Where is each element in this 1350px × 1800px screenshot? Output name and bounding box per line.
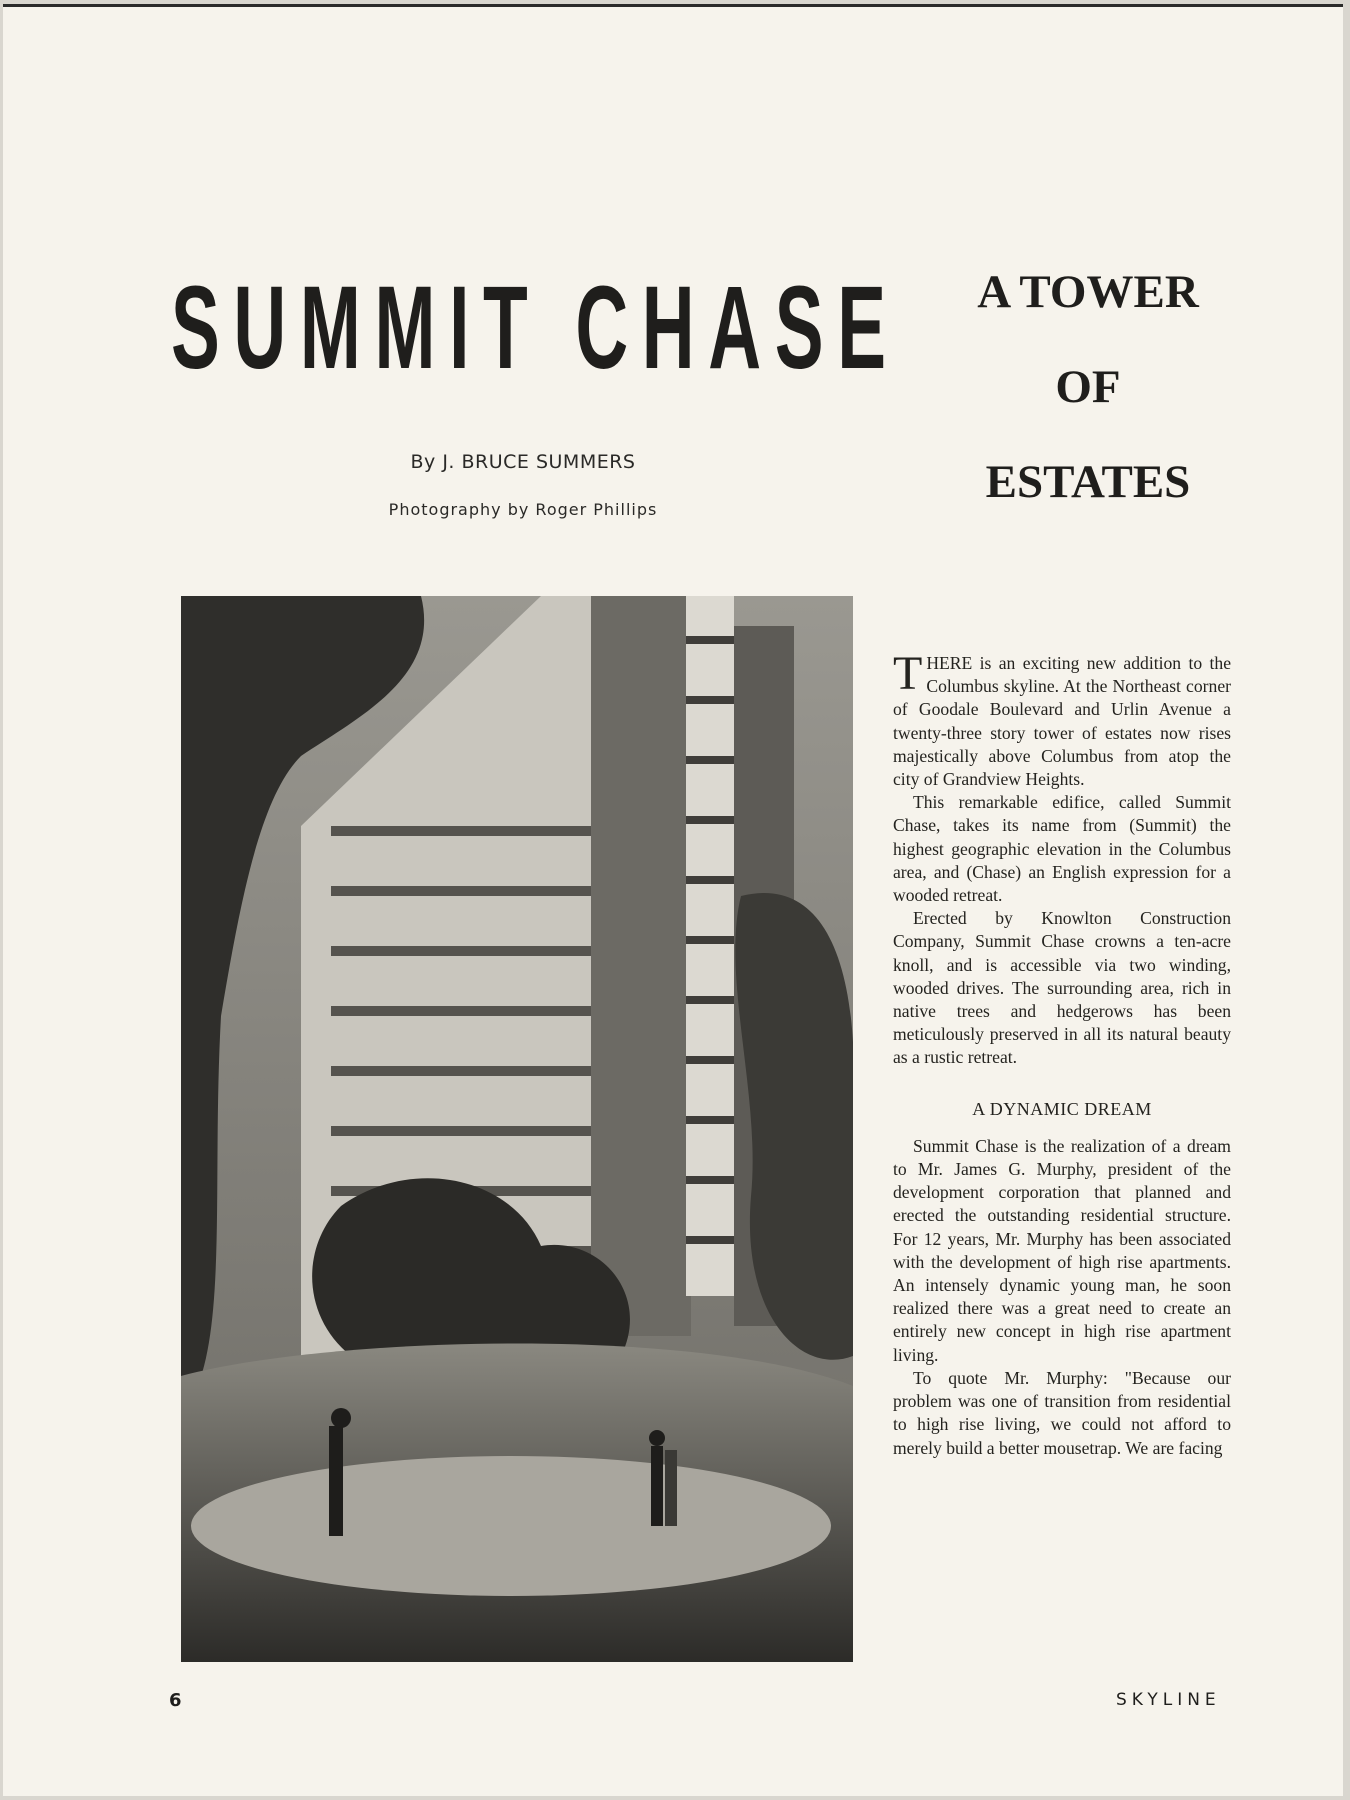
magazine-page [3,4,1343,1796]
paragraph: Erected by Knowlton Construction Company, Summit Chase crowns a ten-acre knoll, and is accessible via two winding, wooded drives. The surrounding area, rich in native trees and hedgerows has been meticulously preserved in all its natural beauty as a rustic retreat. [893,908,1231,1068]
tower-illustration [181,596,853,1662]
article-subtitle [903,266,1273,554]
article-body [893,647,1231,1460]
article-title: SUMMIT CHASE [171,262,900,394]
section-heading: A DYNAMIC DREAM [972,1098,1152,1119]
subtitle-line: A TOWER [977,266,1199,318]
drop-cap: T [893,647,923,700]
byline: By J. BRUCE SUMMERS [410,451,636,473]
subtitle-line: OF [1055,361,1121,413]
photo-credit: Photography by Roger Phillips [388,500,658,519]
magazine-name: SKYLINE [1116,1690,1221,1710]
subtitle-line: ESTATES [985,456,1191,508]
paragraph: Summit Chase is the realization of a dream to Mr. James G. Murphy, president of the development corporation that planned and erected the outstanding residential structure. For 12 years, Mr. Murphy has been associated with the development of high rise apartments. An intensely dynamic young man, he soon realized there was a great need to create an entirely new concept in high rise apartment living. [893,1135,1231,1365]
paragraph: THERE is an exciting new addition to the Columbus skyline. At the Northeast corner of Goodale Boulevard and Urlin Avenue a twenty-three story tower of estates now rises majestically above Columbus from atop the city of Grandview Heights. [893,647,1231,790]
paragraph: To quote Mr. Murphy: "Because our problem was one of transition from residential to high rise living, we could not afford to merely build a better mousetrap. We are facing [893,1367,1231,1458]
tower-illustration-icon [181,596,853,1662]
page-number: 6 [169,1690,182,1711]
paragraph: This remarkable edifice, called Summit Chase, takes its name from (Summit) the highest geographic elevation in the Columbus area, and (Chase) an English expression for a wooded retreat. [893,792,1231,906]
